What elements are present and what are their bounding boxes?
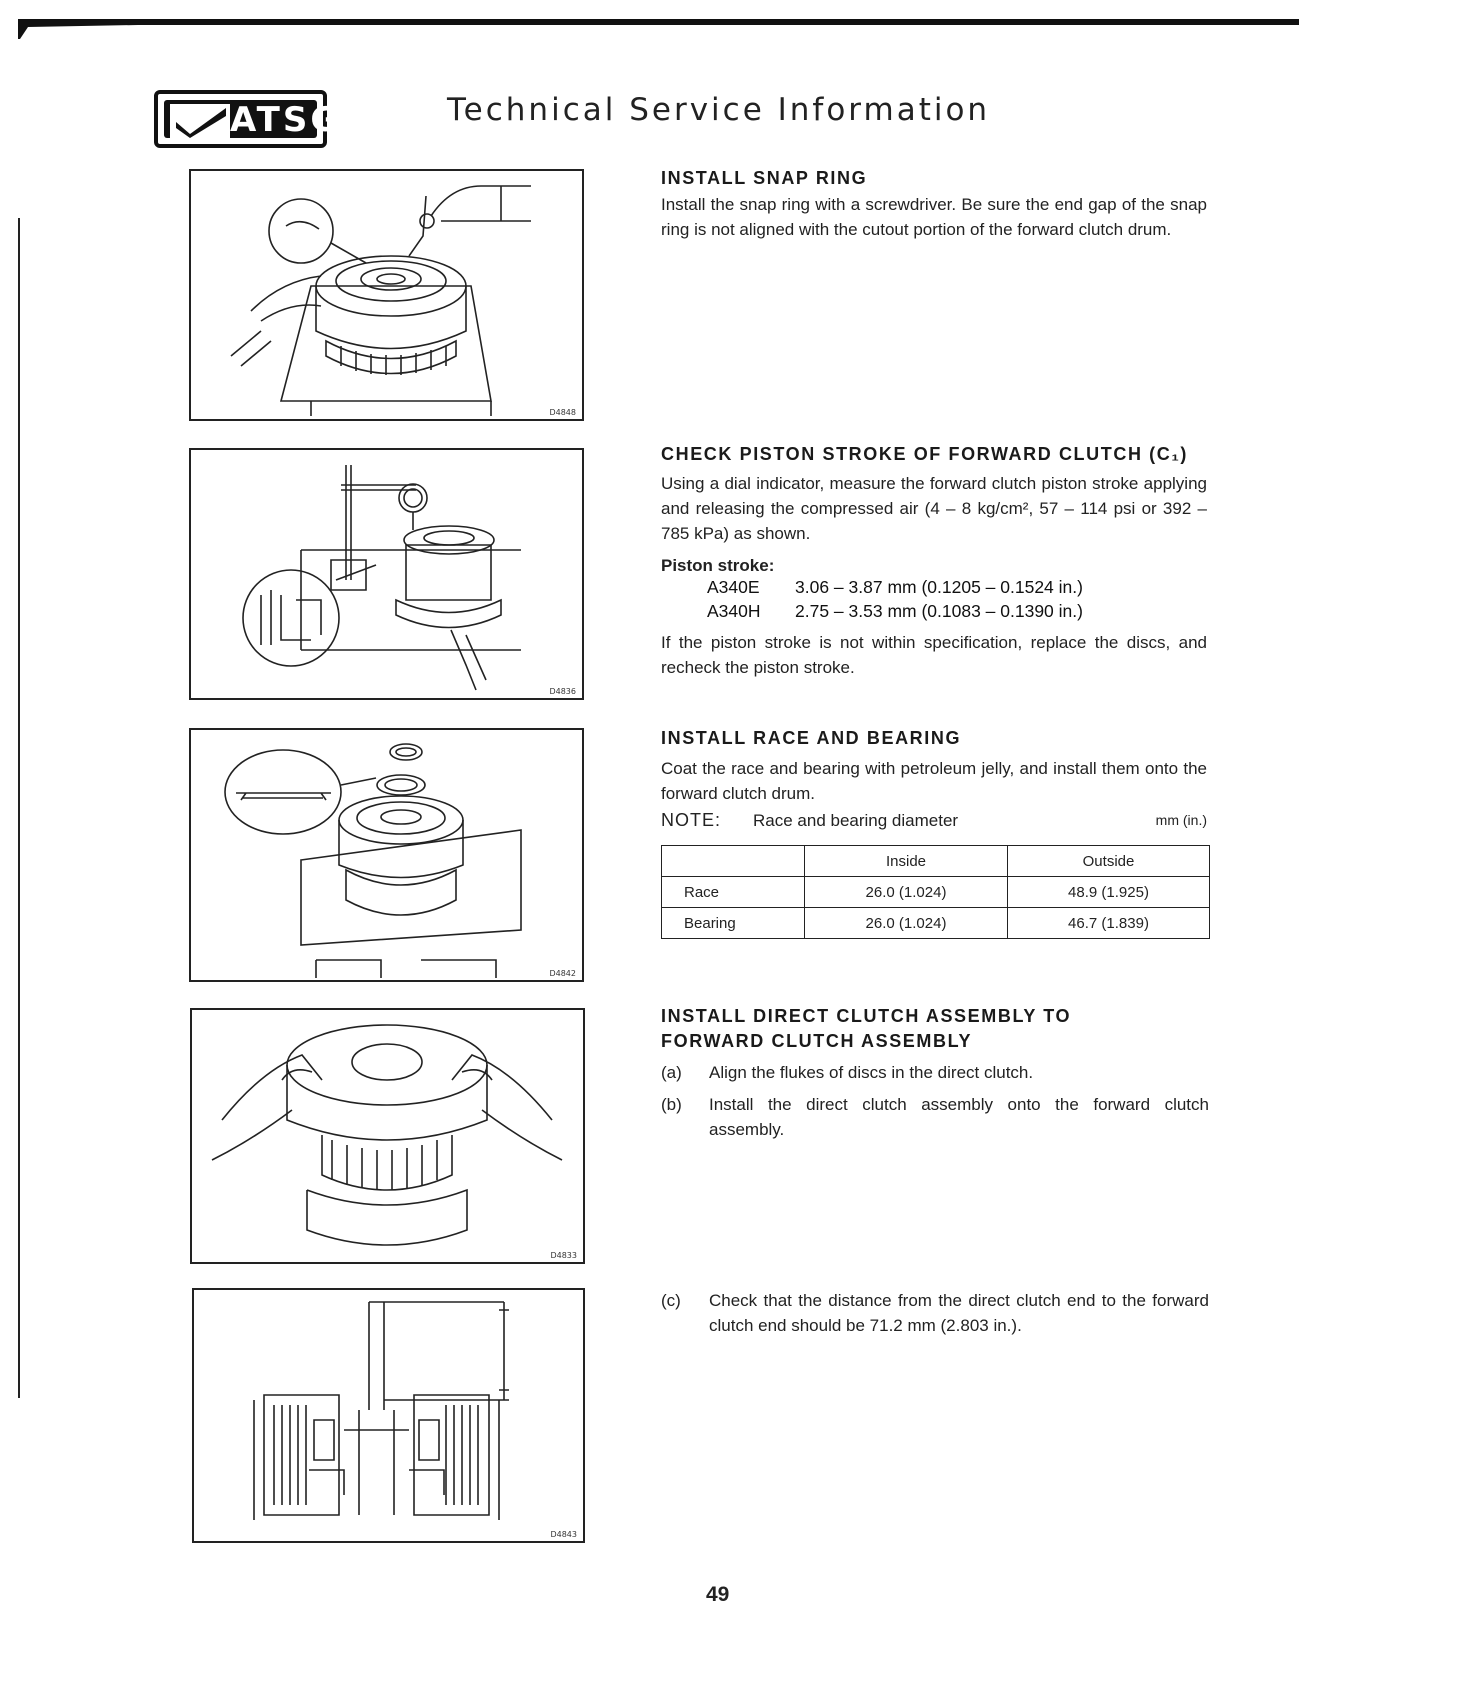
section-title-install-race-bearing: INSTALL RACE AND BEARING [661, 728, 962, 748]
table-row [662, 877, 1210, 908]
step-label: (b) [661, 1095, 682, 1114]
step-text: Install the direct clutch assembly onto the forward clutch assembly. [709, 1095, 1209, 1139]
section-body-install-race-bearing: Coat the race and bearing with petroleum jelly, and install them onto the forward clutch drum. [661, 759, 1207, 803]
spec-value: 3.06 – 3.87 mm (0.1205 – 0.1524 in.) [795, 577, 1083, 597]
step-text: Check that the distance from the direct clutch end to the forward clutch end should be 71.2 mm (2.803 in.). [709, 1291, 1209, 1335]
spec-model: A340E [707, 577, 760, 597]
dial-indicator-illustration [191, 450, 582, 698]
note-text: Race and bearing diameter [753, 811, 959, 830]
table-cell: Race [662, 877, 805, 908]
note-row [661, 810, 1207, 831]
spec-label: Piston stroke: [661, 556, 775, 575]
note-label: NOTE: [661, 810, 722, 830]
figure-code: D4848 [549, 408, 576, 417]
section-note-check-piston-stroke: If the piston stroke is not within specification, replace the discs, and recheck the piston stroke. [661, 633, 1207, 677]
step-text: Align the flukes of discs in the direct clutch. [709, 1063, 1034, 1082]
section-title-check-piston-stroke: CHECK PISTON STROKE OF FORWARD CLUTCH (C₁) [661, 444, 1188, 464]
step-item [661, 1060, 1209, 1085]
table-cell: 46.7 (1.839) [1008, 908, 1210, 939]
table-header-row [662, 846, 1210, 877]
top-rule-corner [18, 19, 138, 39]
figure-install-direct-clutch [190, 1008, 585, 1264]
section-title-install-direct-clutch-line1: INSTALL DIRECT CLUTCH ASSEMBLY TO [661, 1006, 1072, 1026]
checkmark-icon [170, 104, 230, 138]
section-body-check-piston-stroke: Using a dial indicator, measure the forward clutch piston stroke applying and releasing the compressed air (4 – 8 kg/cm², 57 – 114 psi or 392 – 785 kPa) as shown. [661, 474, 1207, 543]
table-header-cell: Outside [1008, 846, 1210, 877]
note-unit: mm (in.) [1155, 812, 1207, 828]
table-header-cell: Inside [805, 846, 1008, 877]
step-item [661, 1092, 1209, 1142]
race-bearing-table [661, 845, 1210, 939]
figure-install-snap-ring [189, 169, 584, 421]
table-header-cell [662, 846, 805, 877]
table-cell: 26.0 (1.024) [805, 877, 1008, 908]
section-title-install-direct-clutch-line2: FORWARD CLUTCH ASSEMBLY [661, 1031, 973, 1051]
table-cell: Bearing [662, 908, 805, 939]
table-cell: 48.9 (1.925) [1008, 877, 1210, 908]
step-label: (c) [661, 1291, 681, 1310]
logo-text: ATSG [230, 100, 342, 140]
page-title: Technical Service Information [447, 92, 991, 128]
table-row [662, 908, 1210, 939]
figure-code: D4842 [549, 969, 576, 978]
figure-code: D4836 [549, 687, 576, 696]
table-cell: 26.0 (1.024) [805, 908, 1008, 939]
section-title-install-snap-ring: INSTALL SNAP RING [661, 168, 868, 188]
figure-install-race-bearing [189, 728, 584, 982]
step-item [661, 1288, 1209, 1338]
page-number: 49 [706, 1583, 730, 1606]
step-label: (a) [661, 1063, 682, 1082]
spec-row [707, 577, 1083, 598]
spec-model: A340H [707, 601, 761, 621]
snap-ring-illustration [191, 171, 582, 419]
section-body-install-snap-ring: Install the snap ring with a screwdriver. Be sure the end gap of the snap ring is not aligned with the cutout portion of the forward clutch drum. [661, 195, 1207, 239]
race-bearing-illustration [191, 730, 582, 980]
figure-distance-check [192, 1288, 585, 1543]
spec-value: 2.75 – 3.53 mm (0.1083 – 0.1390 in.) [795, 601, 1083, 621]
top-rule [18, 19, 1299, 25]
figure-code: D4843 [550, 1530, 577, 1539]
atsg-logo [154, 90, 342, 148]
spec-row [707, 601, 1083, 622]
left-margin-rule [18, 218, 20, 1398]
figure-check-piston-stroke [189, 448, 584, 700]
cross-section-illustration [194, 1290, 583, 1541]
figure-code: D4833 [550, 1251, 577, 1260]
clutch-assembly-illustration [192, 1010, 583, 1262]
